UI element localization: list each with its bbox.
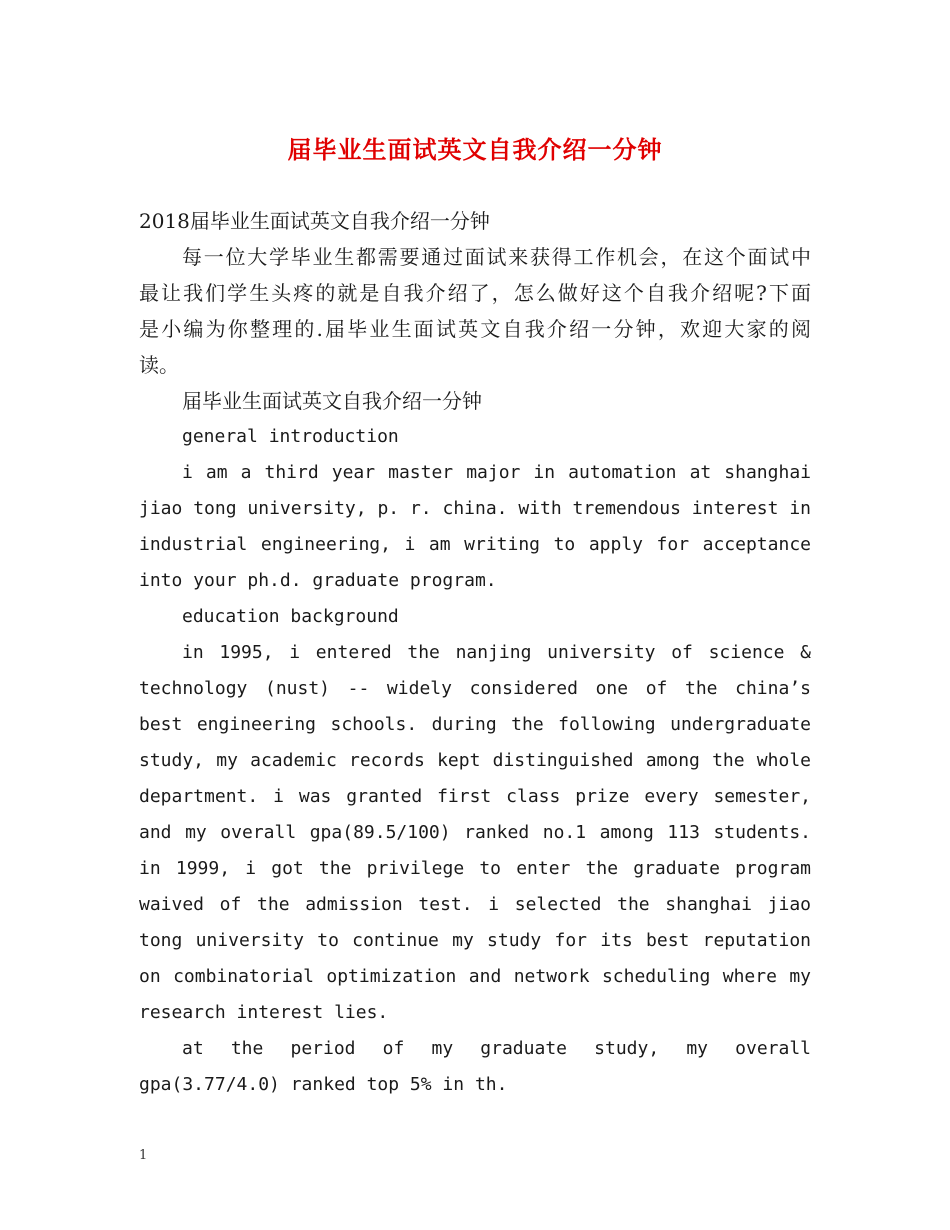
education-heading: education background xyxy=(182,606,399,627)
document-title: 届毕业生面试英文自我介绍一分钟 xyxy=(287,135,663,164)
page-number: 1 xyxy=(139,1148,148,1163)
section-heading: 届毕业生面试英文自我介绍一分钟 xyxy=(182,389,482,413)
education-line-1: in 1995, i entered the nanjing university of science & xyxy=(182,642,811,663)
general-line-1: i am a third year master major in automation at shanghai xyxy=(182,462,811,483)
education-line-10: on combinatorial optimization and network scheduling where my xyxy=(139,966,811,987)
intro-line-2: 最让我们学生头疼的就是自我介绍了，怎么做好这个自我介绍呢?下面 xyxy=(139,281,811,305)
education-line-8: waived of the admission test. i selected the shanghai jiao xyxy=(139,894,811,915)
education-line-2: technology (nust) -- widely considered one of the china’s xyxy=(139,678,811,699)
subtitle: 2018届毕业生面试英文自我介绍一分钟 xyxy=(139,209,490,233)
education-line-11: research interest lies. xyxy=(139,1002,389,1023)
education-line-3: best engineering schools. during the following undergraduate xyxy=(139,714,811,735)
general-heading: general introduction xyxy=(182,426,399,447)
general-line-4: into your ph.d. graduate program. xyxy=(139,570,497,591)
general-line-2: jiao tong university, p. r. china. with tremendous interest in xyxy=(139,498,811,519)
education-line-9: tong university to continue my study for its best reputation xyxy=(139,930,811,951)
graduate-line-1: at the period of my graduate study, my overall xyxy=(182,1038,811,1059)
document-body xyxy=(139,203,811,1103)
general-line-3: industrial engineering, i am writing to apply for acceptance xyxy=(139,534,811,555)
education-line-4: study, my academic records kept distinguished among the whole xyxy=(139,750,811,771)
intro-line-4: 读。 xyxy=(139,353,179,377)
graduate-line-2: gpa(3.77/4.0) ranked top 5% in th. xyxy=(139,1074,508,1095)
intro-line-3: 是小编为你整理的.届毕业生面试英文自我介绍一分钟，欢迎大家的阅 xyxy=(139,317,811,341)
education-line-7: in 1999, i got the privilege to enter the graduate program xyxy=(139,858,811,879)
education-line-6: and my overall gpa(89.5/100) ranked no.1 among 113 students. xyxy=(139,822,811,843)
intro-line-1: 每一位大学毕业生都需要通过面试来获得工作机会，在这个面试中 xyxy=(182,245,811,269)
education-line-5: department. i was granted first class prize every semester, xyxy=(139,786,811,807)
